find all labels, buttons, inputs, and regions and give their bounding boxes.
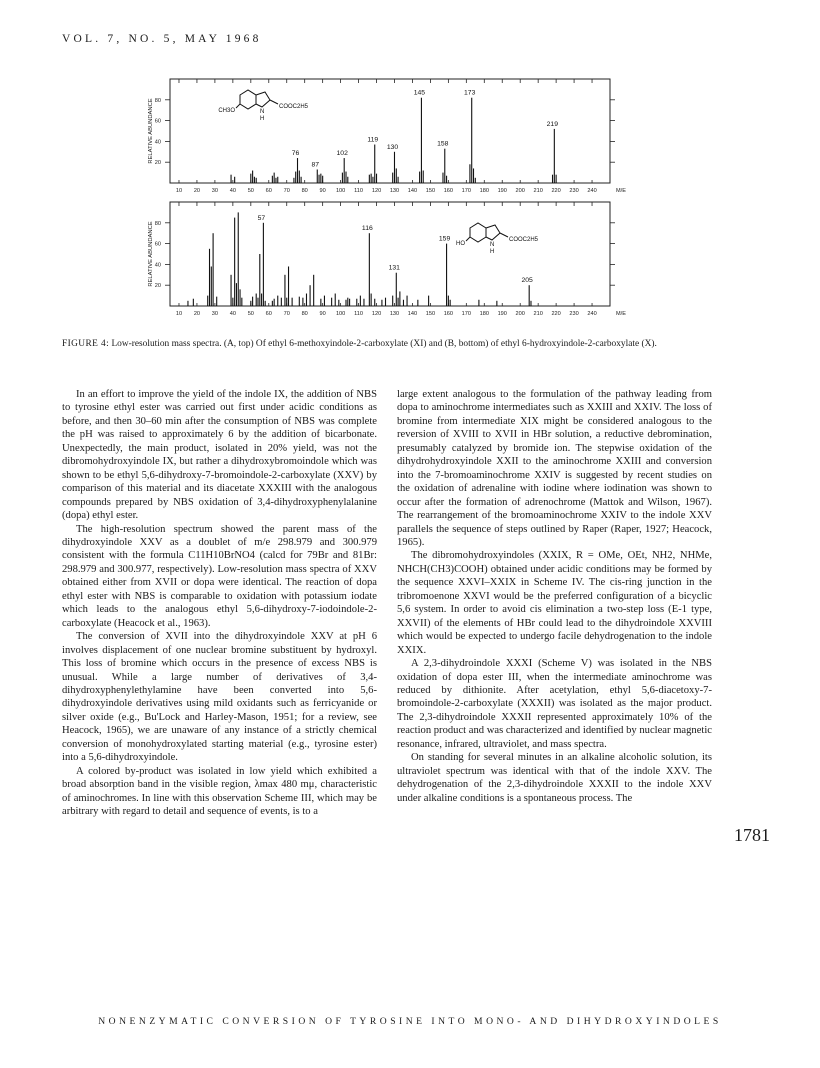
x-tick-label: 210 [533, 311, 543, 317]
x-tick-label: 190 [497, 188, 507, 194]
x-tick-label: 170 [461, 188, 471, 194]
peak-label: 131 [388, 264, 400, 272]
ester-bond [270, 100, 278, 104]
x-tick-label: 160 [443, 188, 454, 194]
x-tick-label: 120 [371, 188, 382, 194]
x-tick-label: 230 [569, 188, 579, 194]
y-axis-label: RELATIVE ABUNDANCE [148, 98, 154, 164]
x-tick-label: 170 [461, 311, 471, 317]
y-tick-label: 60 [154, 241, 161, 248]
indole-structure [218, 90, 308, 122]
peak-label: 87 [311, 161, 320, 169]
x-tick-label: 20 [193, 311, 201, 317]
ester-label: COOC2H5 [279, 104, 309, 110]
x-tick-label: 210 [533, 188, 543, 194]
running-footer: NONENZYMATIC CONVERSION OF TYROSINE INTO MONO- AND DIHYDROXYINDOLES [98, 1016, 722, 1027]
mass-spectrum-b [140, 198, 626, 317]
hydrogen-label: H [490, 249, 495, 255]
peak-label: 205 [521, 277, 533, 285]
figure-label: FIGURE 4: [62, 339, 110, 349]
paragraph: In an effort to improve the yield of the indole IX, the addition of NBS to tyrosine ethyl ester was carried out first under acidic conditions as before, and then 30–60 min after the consumption of NBS was complete the pH was raised to approximately 6 by the addition of bicarbonate. Unexpectedly, the main product, isolated in 20% yield, was not the dibromohydroxyindole IX, but rather a dihydroxybromoindole which was shown to be ethyl 5,6-dihydroxy-7-bromoindole-2-carboxylate (XXV) by comparison of this material and its diacetate XXXIII with the analogous compounds prepared by NBS oxidation of 3,4-dihydroxyphenylalanine (dopa) ethyl ester. [62, 389, 377, 522]
x-tick-label: 220 [551, 311, 561, 317]
x-tick-label: 200 [515, 311, 525, 317]
paragraph: large extent analogous to the formulation of the pathway leading from dopa to aminochrome intermediates such as XXIII and XXIV. The loss of bromine from intermediate XIX might be considered analogous to the reversion of XVIII to XVII in HBr solution, a reductive debromination, presumably catalyzed by bromide ion. The stepwise oxidation of the dihydrohydroxyindole XXII to the aminochrome XXIII and conversion into the 7-bromoaminochrome XXIV is suggested by recent studies on the oxidation of adrenaline with iodine where iodination was shown to occur after the formation of adrenochrome (Mattok and Wilson, 1967). The rearrangement of the bromoaminochrome XXIV to the indole XXV parallels the sequence of steps outlined by Raper (Raper, 1927; Heacock, 1965). [397, 389, 712, 548]
left-column [62, 388, 377, 819]
x-tick-label: 40 [229, 311, 236, 317]
x-unit-label: M/E [616, 311, 626, 317]
plot-frame [170, 79, 610, 183]
page-number: 1781 [734, 825, 770, 845]
x-tick-label: 150 [425, 311, 436, 317]
x-tick-label: 90 [319, 188, 326, 194]
x-tick-label: 220 [551, 188, 561, 194]
indole-structure [456, 223, 539, 255]
x-tick-label: 130 [389, 188, 400, 194]
ester-bond [500, 233, 508, 237]
figure-caption [62, 338, 742, 350]
pyrrole-ring [256, 92, 270, 107]
peak-label: 102 [336, 150, 348, 158]
peak-label: 76 [291, 150, 300, 158]
paragraph: The conversion of XVII into the dihydroxyindole XXV at pH 6 involves displacement of one nuclear bromine substituent by hydroxyl. This loss of bromine which occurs in the presence of excess NBS is unusual. While a large number of derivatives of 3,4-dihydroxyphenylethylamine have been converted into 5,6-dihydroxyindole derivatives using mild oxidants such as ferricyanide or silver oxide (e.g., Bu'Lock and Harley-Mason, 1951; for a review, see Heacock, 1965), we are unaware of any instance of a strictly chemical conversion of monohydroxylated starting material (e.g., tyrosine ester) into a 5,6-dihydroxyindole. [62, 631, 377, 764]
x-tick-label: 30 [211, 311, 219, 317]
x-tick-label: 40 [229, 188, 236, 194]
x-tick-label: 110 [354, 188, 364, 194]
x-tick-label: 100 [335, 311, 346, 317]
x-tick-label: 180 [479, 188, 489, 194]
peak-label: 159 [438, 235, 451, 243]
substituent-label: CH3O [218, 108, 235, 114]
pyrrole-ring [486, 225, 500, 240]
y-tick-label: 40 [154, 262, 161, 269]
peak-label: 173 [464, 89, 476, 97]
x-tick-label: 130 [389, 311, 400, 317]
y-axis-label: RELATIVE ABUNDANCE [148, 221, 154, 287]
y-tick-label: 60 [154, 118, 161, 125]
peak-label: 119 [367, 136, 379, 144]
nitrogen-label: N [260, 109, 265, 115]
paragraph: A colored by-product was isolated in low yield which exhibited a broad absorption band in the visible region, λmax 480 mμ, characteristic of aminochromes. In line with this observation Scheme III, which may be arbitrary with regard to detail and sequence of events, is to a [62, 765, 377, 818]
x-tick-label: 80 [301, 188, 308, 194]
substituent-label: HO [456, 241, 465, 247]
peak-label: 130 [386, 143, 399, 151]
y-tick-label: 20 [154, 160, 161, 167]
right-column [397, 388, 712, 805]
x-tick-label: 120 [371, 311, 382, 317]
x-tick-label: 70 [283, 311, 290, 317]
x-tick-label: 10 [175, 188, 183, 194]
x-tick-label: 180 [479, 311, 489, 317]
hydrogen-label: H [260, 116, 265, 122]
x-tick-label: 30 [211, 188, 219, 194]
x-tick-label: 60 [265, 311, 272, 317]
peak-label: 158 [437, 140, 449, 148]
x-tick-label: 150 [425, 188, 436, 194]
y-tick-label: 20 [154, 283, 161, 290]
benzene-ring [240, 90, 256, 109]
running-head: VOL. 7, NO. 5, MAY 1968 [62, 33, 262, 45]
x-tick-label: 10 [175, 311, 183, 317]
x-unit-label: M/E [616, 188, 626, 194]
x-tick-label: 200 [515, 188, 525, 194]
x-tick-label: 20 [193, 188, 201, 194]
x-tick-label: 110 [354, 311, 364, 317]
spectrum-b-svg [140, 198, 626, 318]
peak-label: 116 [361, 225, 373, 233]
peak-label: 219 [546, 120, 558, 128]
x-tick-label: 90 [319, 311, 326, 317]
figure-caption-text: Low-resolution mass spectra. (A, top) Of ethyl 6-methoxyindole-2-carboxylate (XI) and (B, bottom) of ethyl 6-hydroxyindole-2-carboxylate (X). [109, 339, 657, 349]
mass-spectrum-a [140, 75, 626, 194]
paragraph: The dibromohydroxyindoles (XXIX, R = OMe, OEt, NH2, NHMe, NHCH(CH3)COOH) obtained under acidic conditions may be formed by the sequence XXVI–XXIX in Scheme IV. The cis-ring junction in the tribromoenone XXVI would be the preferred configuration of a bicyclic 5,6 system. In order to avoid cis elimination a two-step loss (E-1 type, XXVII) of the elements of HBr could lead to the dihydroindole XXVIII which would be expected to undergo facile dehydrogenation to the indole XXIX. [397, 550, 712, 656]
x-tick-label: 190 [497, 311, 507, 317]
paragraph: A 2,3-dihydroindole XXXI (Scheme V) was isolated in the NBS oxidation of dopa ester III, when the intermediate aminochrome was reduced by dithionite. After acetylation, ethyl 5,6-diacetoxy-7-bromoindole-2-carboxylate (XXXII) was isolated as the major product. The 2,3-dihydroindole XXXII represented approximately 10% of the reaction product and was characterized and identified by nuclear magnetic resonance, infrared, ultraviolet, and mass spectra. [397, 658, 713, 750]
ester-label: COOC2H5 [509, 237, 539, 243]
y-tick-label: 40 [154, 139, 161, 146]
x-tick-label: 80 [301, 311, 308, 317]
paragraph: The high-resolution spectrum showed the parent mass of the dihydroxyindole XXV as a doublet of m/e 298.979 and 300.979 consistent with the formula C11H10BrNO4 (calcd for 79Br and 81Br: 298.979 and 300.977, respectively). Low-resolution mass spectra of XXV obtained either from XVII or dopa were identical. The reaction of dopa ethyl ester with NBS is comparable to oxidation with potassium iodate which leads to the analogous ethyl 5,6-dihydroxy-7-iodoindole-2-carboxylate (Heacock et al., 1963). [62, 523, 377, 629]
x-tick-label: 240 [587, 188, 597, 194]
x-tick-label: 160 [443, 311, 454, 317]
x-tick-label: 50 [247, 188, 254, 194]
x-tick-label: 50 [247, 311, 254, 317]
x-tick-label: 60 [265, 188, 272, 194]
nitrogen-label: N [490, 242, 495, 248]
substituent-bond [236, 104, 240, 108]
peak-label: 145 [413, 89, 426, 97]
x-tick-label: 230 [569, 311, 579, 317]
y-tick-label: 80 [154, 220, 161, 227]
peak-label: 57 [257, 214, 266, 222]
paragraph: On standing for several minutes in an alkaline alcoholic solution, its ultraviolet spectrum was identical with that of the indole XXV. The dehydrogenation of the 2,3-dihydroindole XXXII to the indole XXV under alkaline conditions is a spontaneous process. The [397, 752, 712, 804]
benzene-ring [470, 223, 486, 242]
x-tick-label: 100 [335, 188, 346, 194]
substituent-bond [466, 237, 470, 241]
x-tick-label: 70 [283, 188, 290, 194]
y-tick-label: 80 [154, 97, 161, 104]
x-tick-label: 140 [407, 311, 418, 317]
spectrum-a-svg [140, 75, 626, 195]
x-tick-label: 140 [407, 188, 418, 194]
x-tick-label: 240 [587, 311, 597, 317]
